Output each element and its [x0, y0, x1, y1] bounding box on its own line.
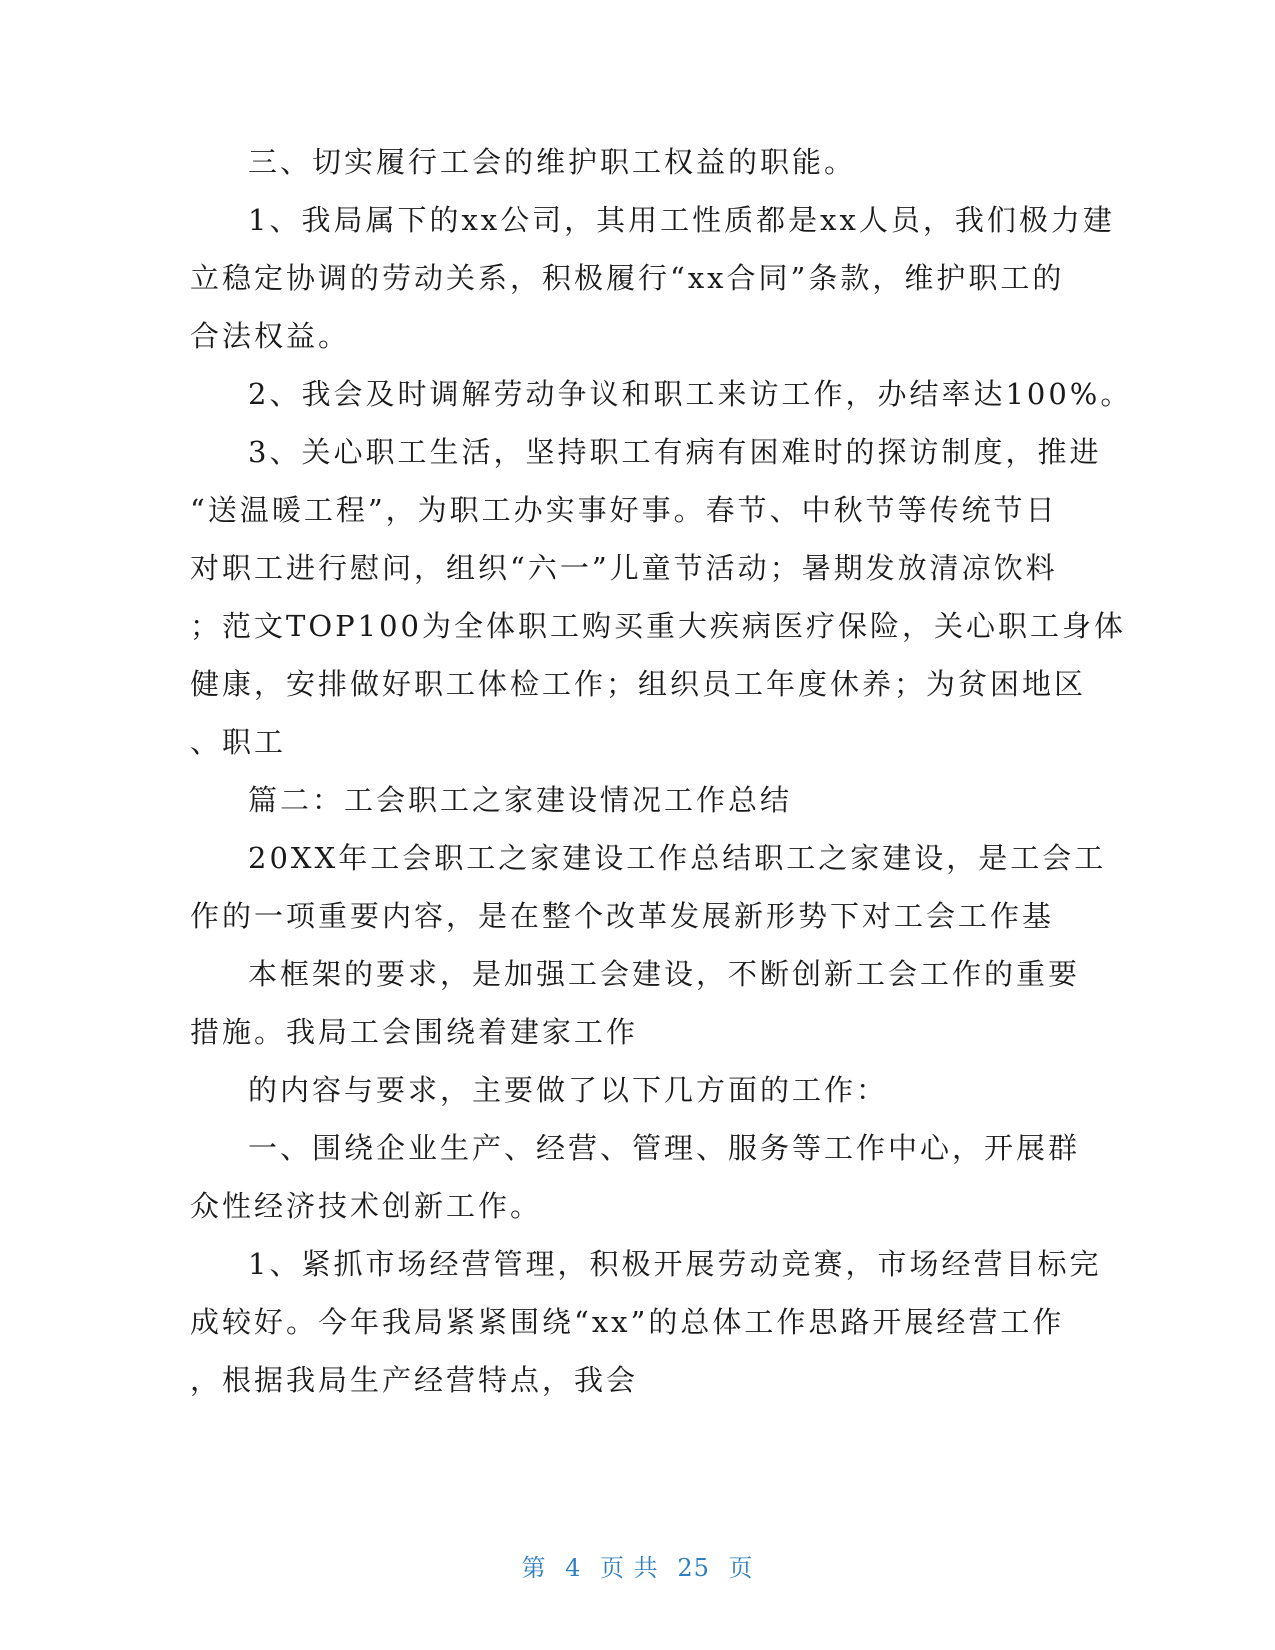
paragraph-line: 措施。我局工会围绕着建家工作 — [190, 1015, 639, 1049]
paragraph-line: 的内容与要求，主要做了以下几方面的工作： — [248, 1073, 889, 1107]
paragraph-line: ，根据我局生产经营特点，我会 — [190, 1363, 639, 1397]
paragraph-line: 合法权益。 — [190, 319, 351, 353]
footer-middle: 页 共 — [600, 1554, 659, 1582]
chapter-heading: 篇二：工会职工之家建设情况工作总结 — [248, 783, 793, 817]
paragraph-line: 对职工进行慰问，组织“六一”儿童节活动；暑期发放清凉饮料 — [190, 551, 1058, 585]
section-heading-1: 一、围绕企业生产、经营、管理、服务等工作中心，开展群 — [248, 1131, 1081, 1165]
paragraph-line: 立稳定协调的劳动关系，积极履行“xx合同”条款，维护职工的 — [190, 261, 1065, 295]
paragraph-line: 3、关心职工生活，坚持职工有病有困难时的探访制度，推进 — [248, 435, 1102, 469]
footer-suffix: 页 — [728, 1554, 754, 1582]
paragraph-line: 作的一项重要内容，是在整个改革发展新形势下对工会工作基 — [190, 899, 1055, 933]
footer-prefix: 第 — [521, 1554, 547, 1582]
paragraph-line: 1、紧抓市场经营管理，积极开展劳动竞赛，市场经营目标完 — [248, 1247, 1102, 1281]
paragraph-line: 20XX年工会职工之家建设工作总结职工之家建设，是工会工 — [248, 841, 1107, 875]
paragraph-line: 成较好。今年我局紧紧围绕“xx”的总体工作思路开展经营工作 — [190, 1305, 1065, 1339]
paragraph-line: 2、我会及时调解劳动争议和职工来访工作，办结率达100%。 — [248, 377, 1133, 411]
paragraph-line: ；范文TOP100为全体职工购买重大疾病医疗保险，关心职工身体 — [190, 609, 1126, 643]
paragraph-line: 本框架的要求，是加强工会建设，不断创新工会工作的重要 — [248, 957, 1081, 991]
page-number-footer — [0, 1548, 1275, 1583]
paragraph-line: 、职工 — [190, 725, 287, 759]
footer-total-pages: 25 — [677, 1554, 710, 1582]
paragraph-line: 1、我局属下的xx公司，其用工性质都是xx人员，我们极力建 — [248, 203, 1115, 237]
paragraph-line: 健康，安排做好职工体检工作；组织员工年度休养；为贫困地区 — [190, 667, 1087, 701]
footer-current-page: 4 — [565, 1554, 582, 1582]
section-heading-3: 三、切实履行工会的维护职工权益的职能。 — [248, 145, 857, 179]
paragraph-line: “送温暖工程”，为职工办实事好事。春节、中秋节等传统节日 — [190, 493, 1058, 527]
paragraph-line: 众性经济技术创新工作。 — [190, 1189, 543, 1223]
